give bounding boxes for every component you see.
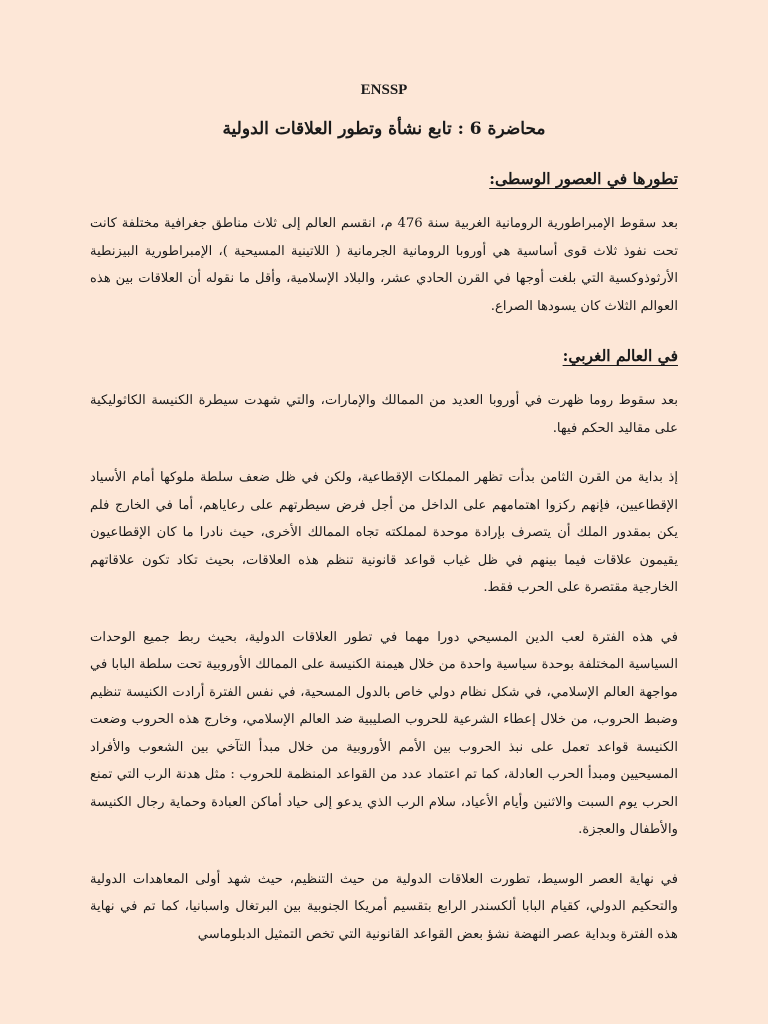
paragraph: بعد سقوط الإمبراطورية الرومانية الغربية سنة 476 م، انقسم العالم إلى ثلاث مناطق جغرافية مختلفة كانت تحت نفوذ ثلاث قوى أساسية هي أوروبا الرومانية الجرمانية ( اللاتينية المسيحية )، الإمبراطورية البيزنطية الأرثوذوكسية التي بلغت أوجها في القرن الحادي عشر، والبلاد الإسلامية، وأقل ما نقوله أن العلاقات بين هذه العوالم الثلاث كان يسودها الصراع. [90,216,678,314]
paragraph: إذ بداية من القرن الثامن بدأت تظهر المملكات الإقطاعية، ولكن في ظل ضعف سلطة ملوكها أمام الأسياد الإقطاعيين، فإنهم ركزوا اهتمامهم على الداخل من أجل فرض سيطرتهم على رعاياهم، أما في الخارج فلم يكن بمقدور الملك أن يتصرف بإرادة موحدة لمملكته تجاه الممالك الأخرى، حيث نادرا ما كان الإقطاعيون يقيمون علاقات فيما بينهم في ظل غياب قواعد قانونية تنظم هذه العلاقات، بحيث تكاد تكون علاقاتهم الخارجية مقتصرة على الحرب فقط. [90,470,678,595]
lecture-title: محاضرة 6 : تابع نشأة وتطور العلاقات الدولية [222,119,546,139]
paragraph: في نهاية العصر الوسيط، تطورت العلاقات الدولية من حيث التنظيم، حيث شهد أولى المعاهدات الدولية والتحكيم الدولي، كقيام البابا ألكسندر الرابع بتقسيم أمريكا الجنوبية بين البرتغال واسبانيا، كما تم في نهاية هذه الفترة وبداية عصر النهضة نشؤ بعض القواعد القانونية التي تخص التمثيل الدبلوماسي [90,871,678,942]
section-heading-western-world: في العالم الغربي: [562,346,678,365]
section-heading-middle-ages: تطورها في العصور الوسطى: [489,169,678,188]
paragraph: بعد سقوط روما ظهرت في أوروبا العديد من الممالك والإمارات، والتي شهدت سيطرة الكنيسة الكاثوليكية على مقاليد الحكم فيها. [90,393,678,436]
paragraph: في هذه الفترة لعب الدين المسيحي دورا مهما في تطور العلاقات الدولية، بحيث ربط جميع الوحدات السياسية المختلفة بوحدة سياسية واحدة من خلال هيمنة الكنيسة على الممالك الأوروبية تحت سلطة البابا في مواجهة العالم الإسلامي، في شكل نظام دولي خاص بالدول المسحية، في نفس الفترة أرادت الكنيسة تنظيم وضبط الحروب، من خلال إعطاء الشرعية للحروب الصليبية ضد العالم الإسلامي، وخارج هذه الحروب وضعت الكنيسة قواعد تعمل على نبذ الحروب بين الأمم الأوروبية من خلال مبدأ التآخي بين الشعوب والأفراد المسيحيين ومبدأ الحرب العادلة، كما تم اعتماد عدد من القواعد المنظمة للحروب : مثل هدنة الرب التي تمنع الحرب يوم السبت والاثنين وأيام الأعياد، سلام الرب الذي يدعو إلى حياد أماكن العبادة وحماية رجال الكنيسة والأطفال والعجزة. [90,629,678,837]
header-code: ENSSP [360,82,408,98]
